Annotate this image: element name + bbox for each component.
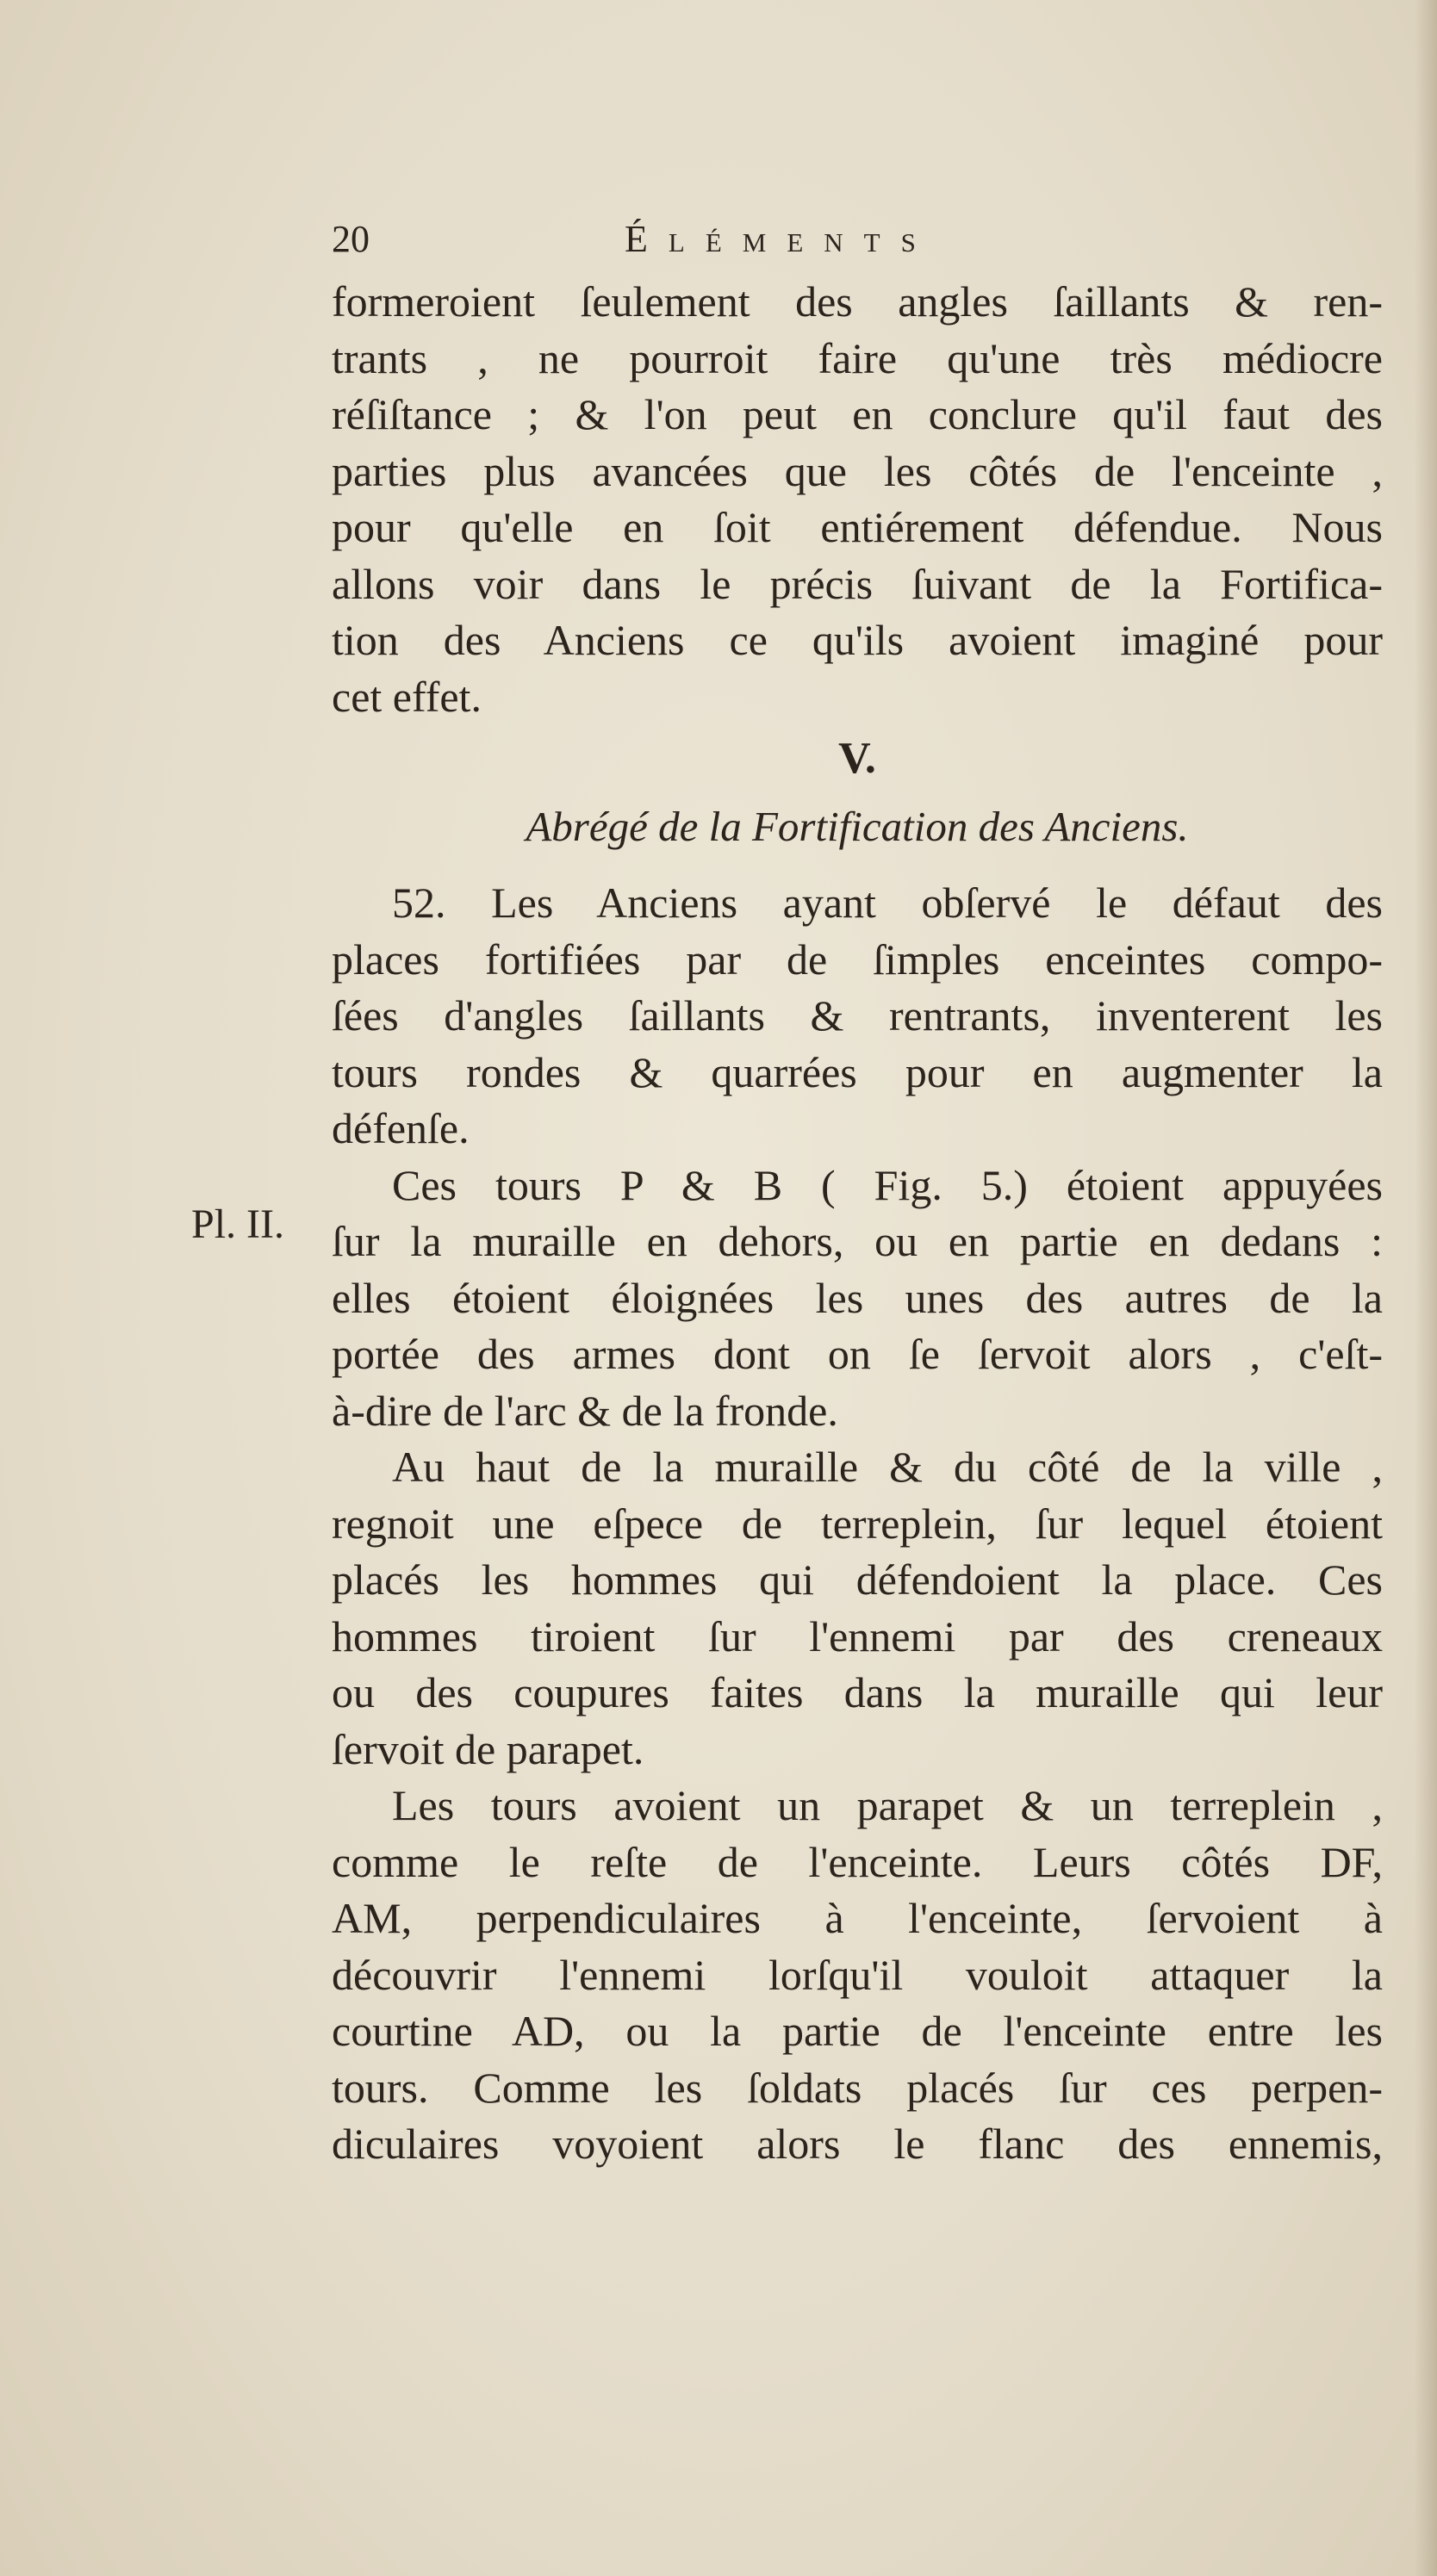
text-line: réſiſtance ; & l'on peut en conclure qu'il faut des bbox=[332, 390, 1383, 438]
text-line: ſur la muraille en dehors, ou en partie en dedans : bbox=[332, 1217, 1383, 1265]
text-line: ſervoit de parapet. bbox=[332, 1724, 644, 1773]
text-line: tours. Comme les ſoldats placés ſur ces perpen- bbox=[332, 2063, 1383, 2112]
text-line: places fortifiées par de ſimples enceintes compo- bbox=[332, 934, 1383, 984]
paragraph-intro bbox=[332, 274, 1383, 725]
text-line: ſées d'angles ſaillants & rentrants, inventerent les bbox=[332, 991, 1383, 1040]
text-line: courtine AD, ou la partie de l'enceinte entre les bbox=[332, 2007, 1383, 2055]
text-line: cet effet. bbox=[332, 672, 482, 721]
text-line: Ces tours P & B ( Fig. 5.) étoient appuyées bbox=[392, 1160, 1383, 1209]
paragraph-parapet bbox=[332, 1778, 1383, 2173]
page-number: 20 bbox=[332, 218, 370, 260]
paragraph-52 bbox=[332, 875, 1383, 1158]
text-line: 52. Les Anciens ayant obſervé le défaut des bbox=[392, 878, 1383, 927]
text-line: à-dire de l'arc & de la fronde. bbox=[332, 1386, 838, 1435]
running-title: Éléments bbox=[625, 218, 936, 260]
text-line: placés les hommes qui défendoient la place. Ces bbox=[332, 1555, 1383, 1604]
section-heading: Abrégé de la Fortification des Anciens. bbox=[526, 803, 1189, 850]
text-line: elles étoient éloignées les unes des autres de la bbox=[332, 1273, 1383, 1322]
text-line: AM, perpendiculaires à l'enceinte, ſervoient à bbox=[332, 1894, 1383, 1942]
page-gutter-shadow bbox=[1415, 0, 1437, 2576]
text-line: tion des Anciens ce qu'ils avoient imaginé pour bbox=[332, 616, 1383, 664]
section-number: V. bbox=[838, 734, 876, 783]
text-line: ou des coupures faites dans la muraille qui leur bbox=[332, 1668, 1383, 1716]
running-head bbox=[332, 214, 1365, 265]
text-line: pour qu'elle en ſoit entiérement défendue. Nous bbox=[332, 503, 1383, 551]
text-line: diculaires voyoient alors le flanc des ennemis, bbox=[332, 2120, 1383, 2168]
paragraph-towers bbox=[332, 1158, 1383, 1440]
paragraph-wall bbox=[332, 1439, 1383, 1778]
text-line: défenſe. bbox=[332, 1104, 470, 1152]
text-line: découvrir l'ennemi lorſqu'il vouloit attaquer la bbox=[332, 1950, 1383, 1999]
text-line: Les tours avoient un parapet & un terreplein , bbox=[392, 1781, 1383, 1829]
text-line: regnoit une eſpece de terreplein, ſur lequel étoient bbox=[332, 1499, 1383, 1548]
text-line: Au haut de la muraille & du côté de la ville , bbox=[392, 1443, 1383, 1491]
body-text bbox=[332, 274, 1383, 2173]
text-line: trants , ne pourroit faire qu'une très médiocre bbox=[332, 333, 1383, 382]
text-line: hommes tiroient ſur l'ennemi par des creneaux bbox=[332, 1611, 1383, 1660]
text-line: portée des armes dont on ſe ſervoit alors , c'eſt- bbox=[332, 1330, 1383, 1378]
text-line: comme le reſte de l'enceinte. Leurs côtés DF, bbox=[332, 1837, 1383, 1886]
text-line: parties plus avancées que les côtés de l'enceinte , bbox=[332, 446, 1383, 495]
text-line: tours rondes & quarrées pour en augmenter la bbox=[332, 1047, 1383, 1096]
text-line: allons voir dans le précis ſuivant de la Fortifica- bbox=[332, 559, 1383, 608]
plate-reference-margin-note: Pl. II. bbox=[191, 1201, 284, 1247]
text-line: formeroient ſeulement des angles ſaillants & ren- bbox=[332, 277, 1383, 326]
